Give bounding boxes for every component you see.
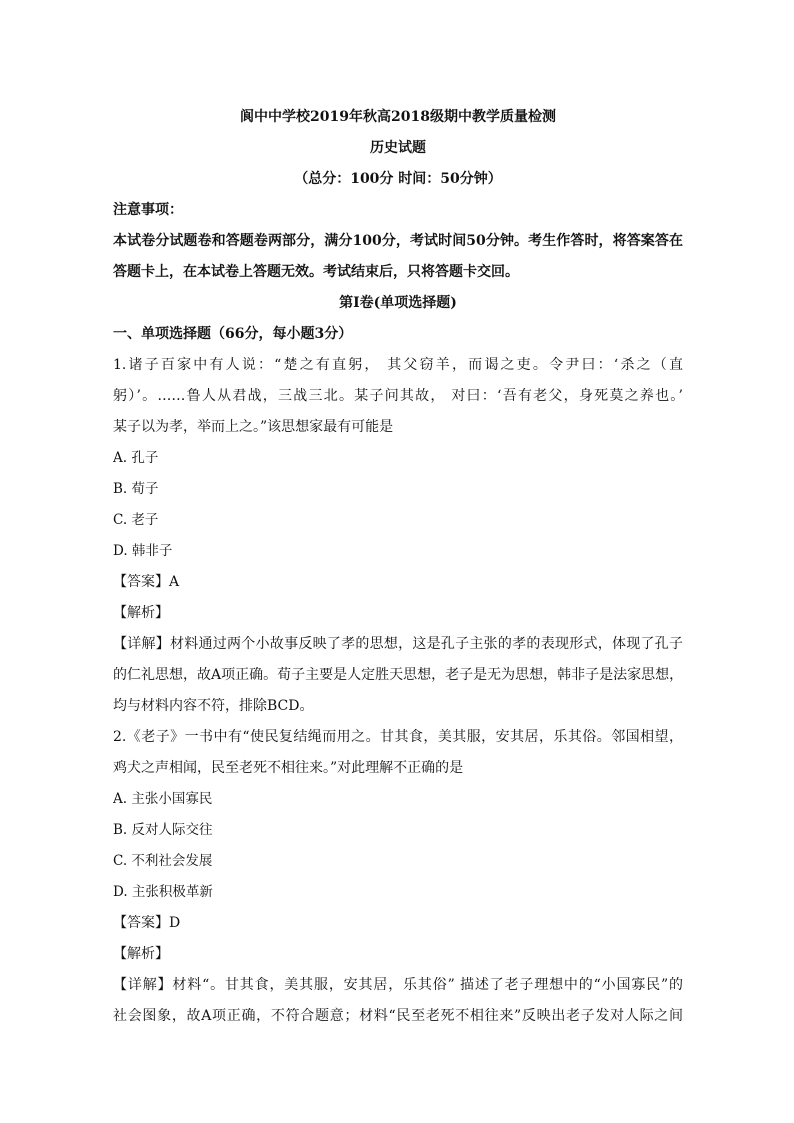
question-2-answer: 【答案】D [113, 915, 181, 931]
exam-subject: 历史试题 [370, 140, 426, 156]
question-2-stem-line-2: 鸡犬之声相闻，民至老死不相往来。”对此理解不正确的是 [113, 760, 464, 776]
question-1-analysis-label: 【解析】 [113, 605, 169, 621]
question-1 [113, 350, 683, 722]
question-1-stem-line-3: 某子以为孝，举而上之。”该思想家最有可能是 [113, 419, 394, 435]
question-1-answer: 【答案】A [113, 574, 180, 590]
question-1-detail-line-3: 均与材料内容不符，排除BCD。 [113, 698, 314, 714]
question-1-option-b: B. 荀子 [113, 481, 159, 497]
question-2-stem-line-1: 2.《老子》一书中有“使民复结绳而用之。甘其食，美其服，安其居，乐其俗。邻国相望， [113, 729, 683, 745]
question-1-stem-line-2: 躬）’。……鲁人从君战，三战三北。某子问其故， 对曰：‘吾有老父，身死莫之养也。’ [113, 388, 683, 404]
question-1-stem-line-1: 1.诸子百家中有人说：“楚之有直躬， 其父窃羊，而谒之吏。令尹曰：‘杀之（直 [113, 357, 683, 373]
exam-score-time: （总分：100分 时间：50分钟） [294, 171, 502, 187]
question-2 [113, 722, 683, 1032]
part-title: 一、单项选择题（66分，每小题3分） [113, 326, 353, 342]
question-2-detail-line-1: 【详解】材料“。甘其食，美其服，安其居，乐其俗” 描述了老子理想中的“小国寡民”的 [113, 977, 683, 993]
question-2-option-d: D. 主张积极革新 [113, 884, 213, 900]
question-2-detail-line-2: 社会图象，故A项正确，不符合题意；材料“民至老死不相往来”反映出老子发对人际之间 [113, 1008, 683, 1024]
question-2-option-b: B. 反对人际交往 [113, 822, 213, 838]
question-2-option-c: C. 不利社会发展 [113, 853, 213, 869]
question-1-option-c: C. 老子 [113, 512, 159, 528]
question-1-option-d: D. 韩非子 [113, 543, 173, 559]
question-2-option-a: A. 主张小国寡民 [113, 791, 213, 807]
notice-heading: 注意事项： [113, 202, 183, 218]
question-1-option-a: A. 孔子 [113, 450, 159, 466]
notice-line-1: 本试卷分试题卷和答题卷两部分，满分100分，考试时间50分钟。考生作答时，将答案答在 [113, 233, 683, 249]
question-1-detail-line-2: 的仁礼思想，故A项正确。荀子主要是人定胜天思想，老子是无为思想，韩非子是法家思想， [113, 667, 683, 683]
document-content [113, 102, 683, 1032]
volume-title: 第Ⅰ卷(单项选择题) [339, 295, 457, 311]
exam-title: 阆中中学校2019年秋高2018级期中教学质量检测 [240, 109, 556, 125]
question-2-analysis-label: 【解析】 [113, 946, 169, 962]
question-1-detail-line-1: 【详解】材料通过两个小故事反映了孝的思想，这是孔子主张的孝的表现形式，体现了孔子 [113, 636, 683, 652]
notice-line-2: 答题卡上，在本试卷上答题无效。考试结束后，只将答题卡交回。 [113, 264, 519, 280]
